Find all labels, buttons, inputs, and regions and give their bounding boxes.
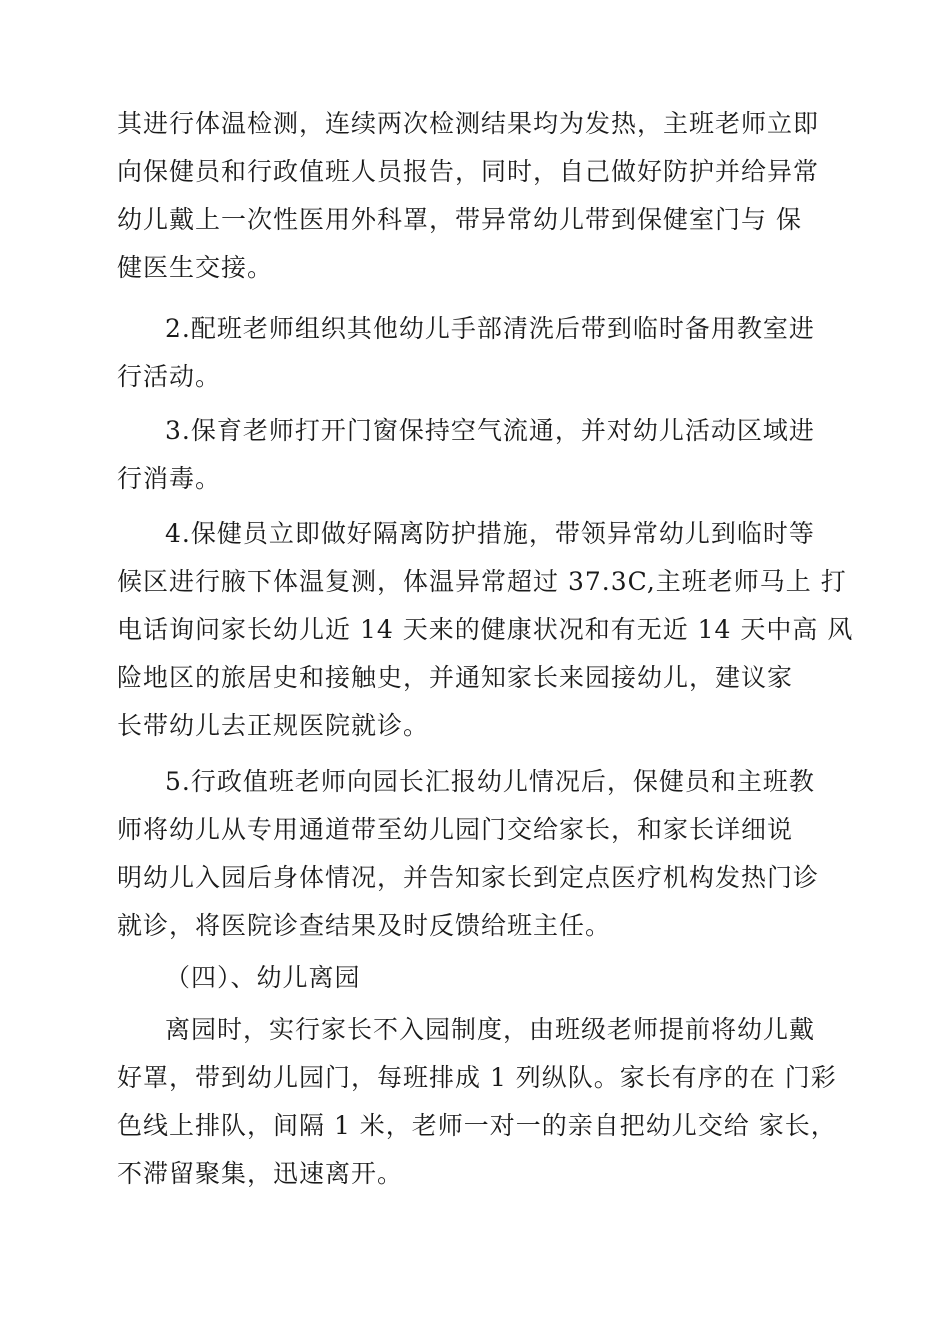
section-heading [117, 954, 817, 1002]
paragraph-leaving [117, 1006, 837, 1198]
text-line: 色线上排队，间隔 1 米，老师一对一的亲自把幼儿交给 家长， [117, 1111, 837, 1140]
text-line: 5.行政值班老师向园长汇报幼儿情况后，保健员和主班教 [165, 767, 815, 796]
text-line: 行活动。 [117, 362, 222, 391]
heading-text: （四）、幼儿离园 [165, 963, 361, 992]
text-line: 险地区的旅居史和接触史，并通知家长来园接幼儿，建议家 [117, 663, 794, 692]
text-line: 不滞留聚集，迅速离开。 [117, 1159, 404, 1188]
text-line: 师将幼儿从专用通道带至幼儿园门交给家长，和家长详细说 [117, 815, 794, 844]
text-line: 3.保育老师打开门窗保持空气流通，并对幼儿活动区域进 [165, 416, 815, 445]
text-line: 长带幼儿去正规医院就诊。 [117, 711, 430, 740]
text-line: 好罩，带到幼儿园门，每班排成 1 列纵队。家长有序的在 门彩 [117, 1063, 837, 1092]
text-line: 离园时，实行家长不入园制度，由班级老师提前将幼儿戴 [165, 1015, 816, 1044]
text-line: 向保健员和行政值班人员报告，同时，自己做好防护并给异常 [117, 157, 820, 186]
paragraph-item-4 [117, 510, 854, 750]
text-line: 明幼儿入园后身体情况，并告知家长到定点医疗机构发热门诊 [117, 863, 820, 892]
text-line: 就诊，将医院诊查结果及时反馈给班主任。 [117, 911, 612, 940]
text-line: 行消毒。 [117, 464, 222, 493]
paragraph-item-2 [117, 305, 817, 401]
text-line: 其进行体温检测，连续两次检测结果均为发热，主班老师立即 [117, 109, 820, 138]
text-line: 4.保健员立即做好隔离防护措施，带领异常幼儿到临时等 [165, 519, 815, 548]
text-line: 电话询问家长幼儿近 14 天来的健康状况和有无近 14 天中高 风 [117, 615, 854, 644]
paragraph-item-5 [117, 758, 820, 950]
text-line: 幼儿戴上一次性医用外科罩，带异常幼儿带到保健室门与 保 [117, 205, 802, 234]
paragraph-item-3 [117, 407, 817, 503]
text-line: 2.配班老师组织其他幼儿手部清洗后带到临时备用教室进 [165, 314, 815, 343]
paragraph-continuation [117, 100, 820, 292]
text-line: 健医生交接。 [117, 253, 274, 282]
text-line: 候区进行腋下体温复测，体温异常超过 37.3C,主班老师马上 打 [117, 567, 847, 596]
